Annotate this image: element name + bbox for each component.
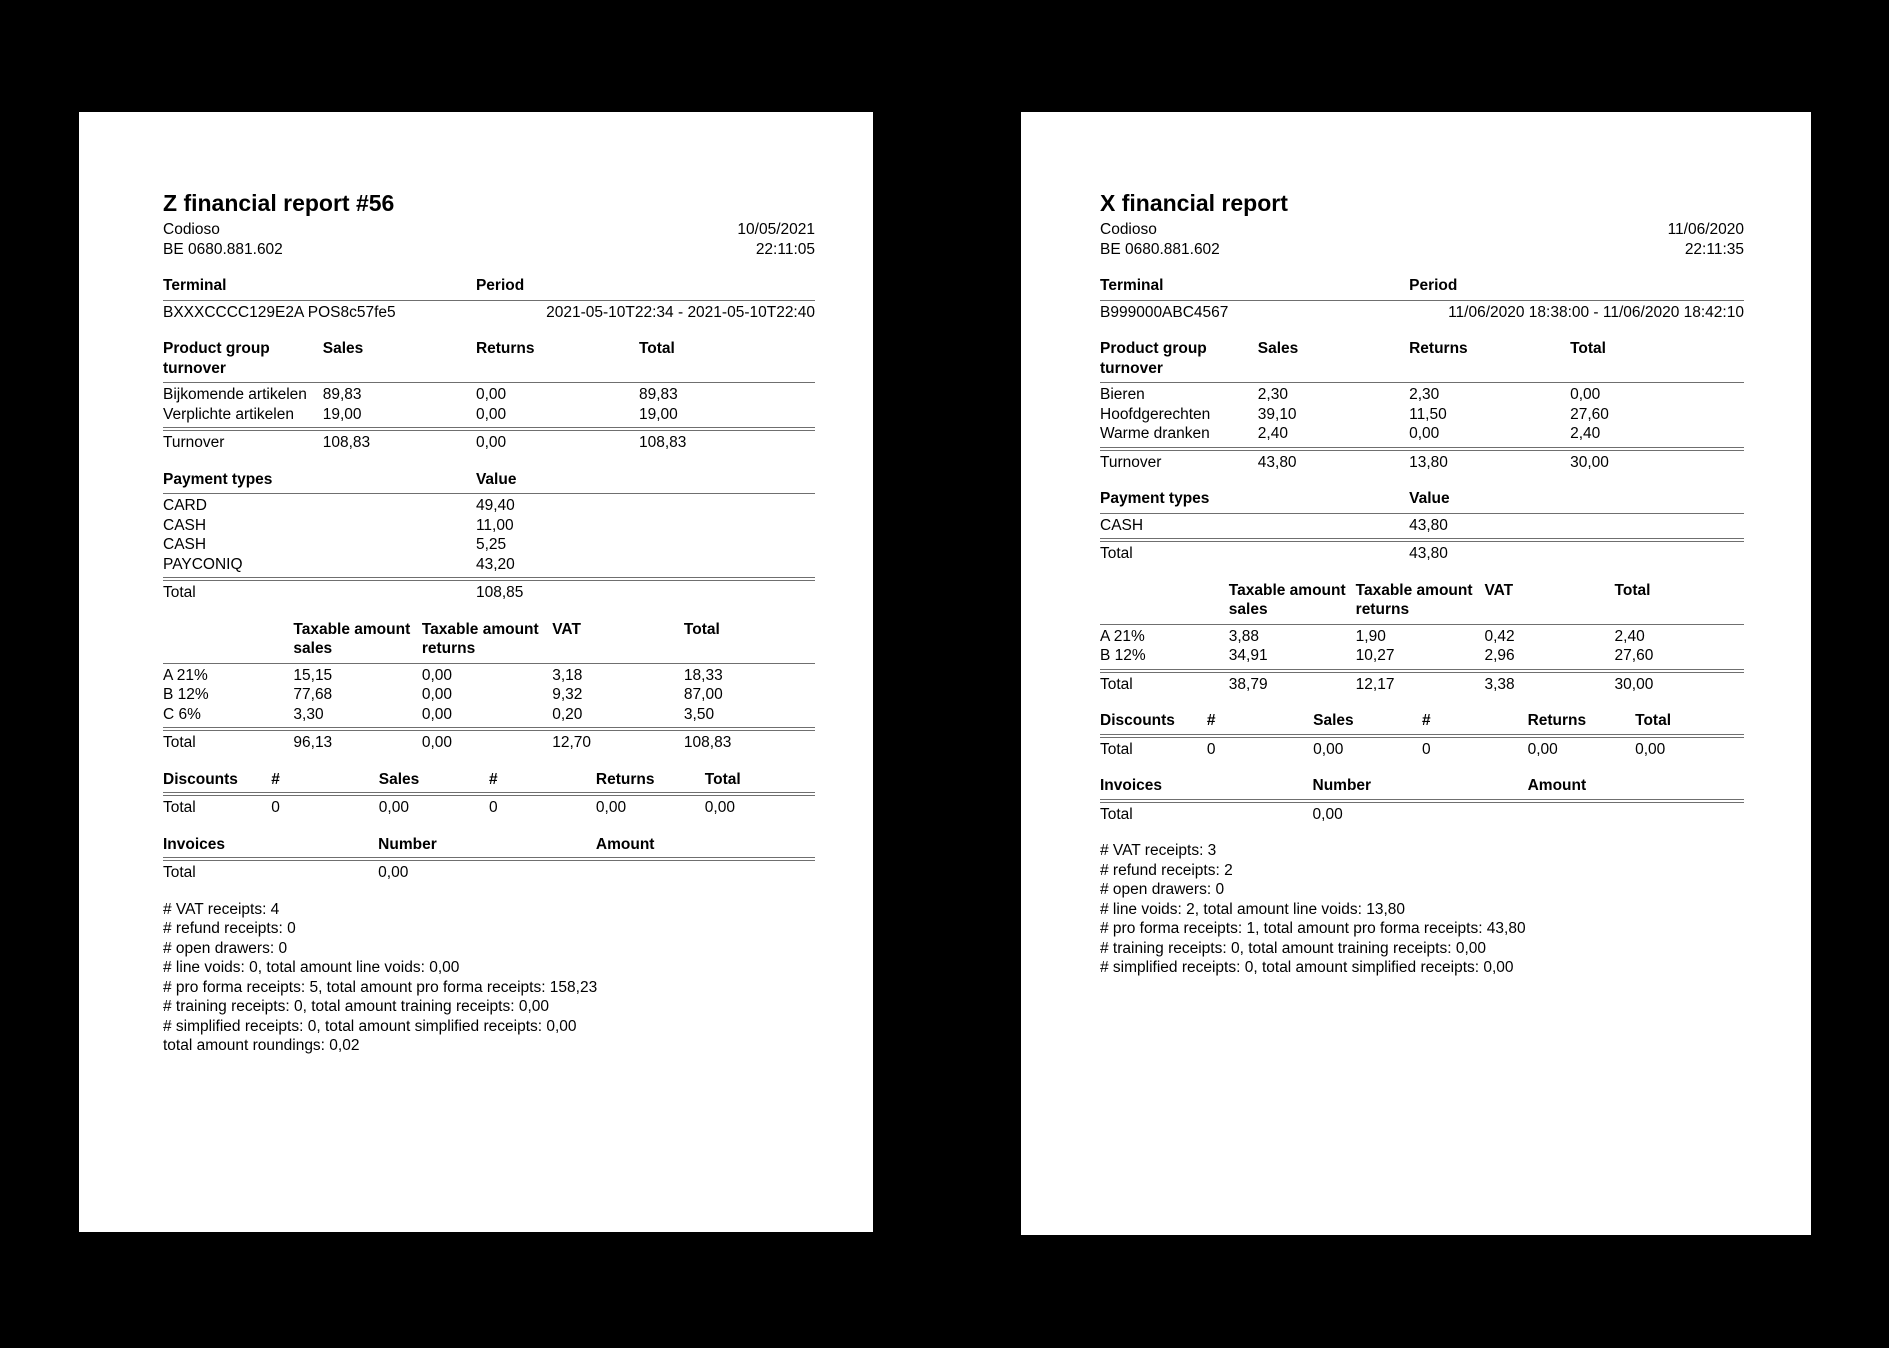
stat-line: # open drawers: 0 [163, 939, 288, 957]
header-cell: VAT [1484, 581, 1514, 599]
cell: 38,79 [1228, 675, 1268, 693]
product-group-section [163, 339, 815, 453]
header-cell: Discounts [1100, 712, 1175, 729]
header-cell: Taxable amount returns [1355, 581, 1473, 618]
header-cell: Total [1570, 340, 1606, 357]
header-cell: Sales [1313, 712, 1354, 729]
cell: Total [1100, 740, 1133, 758]
table-row [163, 405, 815, 425]
header-cell: Taxable amount returns [421, 620, 539, 657]
header-cell: Sales [322, 340, 364, 357]
discounts-section [163, 770, 815, 818]
header-cell: Returns [595, 770, 655, 788]
cell: 2,40 [1257, 425, 1288, 442]
report-page-x [1021, 112, 1811, 1235]
table-row [163, 303, 815, 323]
header-cell: Taxable amount sales [1228, 581, 1346, 618]
header-cell: Payment types [163, 470, 273, 488]
cell: 0,00 [1312, 805, 1343, 823]
invoices-section [163, 835, 815, 883]
divider [1100, 300, 1744, 301]
cell [596, 863, 815, 883]
cell: 3,88 [1228, 627, 1259, 645]
header-cell: Discounts [163, 770, 238, 788]
table-row [1100, 424, 1744, 444]
table-total-row [1100, 740, 1744, 760]
cell: 43,20 [475, 555, 515, 573]
table-header-row [163, 470, 815, 490]
cell: Total [1100, 545, 1133, 562]
table-header-row [163, 276, 815, 296]
table-header-row [1100, 489, 1744, 509]
header-cell: Returns [1409, 340, 1468, 357]
cell: 5,25 [475, 536, 507, 553]
table-header-row [163, 835, 815, 855]
header-cell: Total [638, 340, 675, 357]
period-header: Period [1409, 277, 1458, 294]
table-row [163, 516, 815, 536]
cell: 0 [271, 799, 280, 816]
discounts-section [1100, 711, 1744, 759]
cell: 27,60 [1570, 405, 1609, 423]
page-title: X financial report [1100, 190, 1288, 216]
header-cell: # [1421, 712, 1431, 729]
header-cell: Sales [1257, 340, 1299, 357]
cell: 39,10 [1257, 405, 1297, 423]
cell: 2,30 [1257, 386, 1288, 403]
header-cell [1100, 581, 1229, 620]
header-cell: Total [1614, 581, 1651, 599]
header-cell: Payment types [1100, 490, 1210, 507]
header-cell: Sales [378, 770, 420, 788]
cell: 108,83 [638, 434, 687, 451]
divider [163, 493, 815, 494]
receipt-stats [163, 900, 815, 1056]
table-total-row [1100, 675, 1744, 695]
period-header: Period [475, 277, 525, 294]
cell: Total [163, 864, 196, 881]
header-cell: Product group turnover [163, 340, 270, 377]
cell: 15,15 [293, 666, 333, 684]
cell: 30,00 [1614, 675, 1654, 693]
cell: 0,00 [378, 799, 409, 816]
stat-line: # line voids: 0, total amount line voids: 0,00 [163, 959, 460, 976]
stat-line: # VAT receipts: 3 [1100, 842, 1217, 859]
divider [1100, 382, 1744, 383]
divider [163, 427, 815, 431]
table-row [1100, 516, 1744, 536]
divider [163, 663, 815, 664]
divider [163, 382, 815, 383]
cell: 87,00 [683, 686, 723, 703]
header-cell: Value [1409, 490, 1450, 507]
stat-line: total amount roundings: 0,02 [163, 1037, 360, 1054]
cell: 30,00 [1570, 453, 1609, 471]
table-total-row [1100, 805, 1744, 825]
table-header-row [163, 770, 815, 790]
table-row [163, 555, 815, 575]
header-cell [163, 620, 293, 659]
report-time: 22:11:35 [1684, 240, 1744, 258]
cell: 0,00 [421, 705, 452, 723]
header-cell: Amount [1527, 777, 1587, 794]
cell: Turnover [1100, 453, 1162, 471]
table-total-row [163, 863, 815, 883]
stat-line: # refund receipts: 0 [163, 920, 296, 937]
cell: Bijkomende artikelen [163, 386, 307, 403]
cell: 2,96 [1484, 647, 1515, 664]
divider [1100, 513, 1744, 514]
header-cell: Taxable amount sales [293, 620, 411, 657]
cell: 77,68 [293, 686, 333, 703]
table-total-row [163, 583, 815, 603]
report-header [163, 190, 815, 259]
header-cell: Invoices [1100, 777, 1163, 794]
product-group-section [1100, 339, 1744, 472]
vat-number: BE 0680.881.602 [163, 240, 283, 258]
table-header-row [163, 339, 815, 378]
divider [163, 300, 815, 301]
divider [163, 577, 815, 581]
stat-line: # pro forma receipts: 5, total amount pro forma receipts: 158,23 [163, 978, 598, 996]
table-header-row [163, 620, 815, 659]
terminal-value: BXXXCCCC129E2A POS8c57fe5 [163, 303, 396, 321]
header-cell: Returns [475, 340, 535, 357]
table-row [163, 705, 815, 725]
report-date: 11/06/2020 [1667, 221, 1744, 238]
cell: 3,18 [552, 666, 583, 684]
cell: 43,80 [1409, 516, 1448, 534]
cell: 43,80 [1257, 453, 1297, 471]
table-total-row [163, 798, 815, 818]
cell: 0 [488, 799, 498, 816]
period-value: 2021-05-10T22:34 - 2021-05-10T22:40 [546, 303, 815, 321]
header-cell: Invoices [163, 835, 226, 853]
cell: 0,00 [1570, 386, 1601, 403]
cell: 49,40 [475, 497, 515, 514]
cell: CASH [1100, 516, 1144, 534]
page-title: Z financial report #56 [163, 190, 395, 216]
divider [1100, 799, 1744, 803]
cell: Total [163, 799, 196, 816]
stat-line: # simplified receipts: 0, total amount simplified receipts: 0,00 [1100, 959, 1514, 976]
cell: 2,30 [1409, 386, 1440, 403]
divider [1100, 447, 1744, 451]
table-row [1100, 627, 1744, 647]
cell: 43,80 [1409, 545, 1448, 562]
stat-line: # training receipts: 0, total amount training receipts: 0,00 [1100, 939, 1486, 957]
header-cell: # [488, 770, 498, 788]
cell: CARD [163, 497, 207, 514]
datetime-block [737, 220, 815, 259]
terminal-header: Terminal [163, 277, 227, 294]
table-header-row [1100, 711, 1744, 731]
header-cell: Total [1635, 712, 1671, 729]
cell: Verplichte artikelen [163, 405, 294, 423]
cell: Total [1100, 675, 1133, 693]
terminal-section [163, 276, 815, 322]
report-time: 22:11:05 [755, 240, 815, 258]
cell: 10,27 [1355, 647, 1395, 664]
table-total-row [163, 733, 815, 753]
table-total-row [1100, 453, 1744, 473]
table-row [1100, 646, 1744, 666]
stat-line: # refund receipts: 2 [1100, 861, 1233, 879]
cell: 0,00 [421, 686, 452, 703]
table-header-row [1100, 581, 1744, 620]
cell: A 21% [163, 666, 208, 684]
cell: 0,00 [1409, 425, 1440, 442]
payment-types-section [163, 470, 815, 603]
cell: 9,32 [552, 686, 583, 703]
cell: 34,91 [1228, 647, 1268, 664]
vat-section [1100, 581, 1744, 695]
cell: 0,00 [595, 799, 627, 816]
table-row [163, 496, 815, 516]
datetime-block [1668, 220, 1744, 259]
invoices-section [1100, 776, 1744, 824]
cell: 3,38 [1484, 675, 1515, 693]
payment-types-section [1100, 489, 1744, 564]
cell: PAYCONIQ [163, 555, 243, 573]
cell: 3,50 [683, 705, 715, 723]
company-block [163, 220, 283, 259]
cell: 0,00 [421, 734, 452, 751]
cell: 0,20 [552, 705, 583, 723]
cell: 89,83 [638, 386, 678, 403]
cell: 0,00 [1313, 740, 1344, 758]
cell: Total [1100, 805, 1133, 823]
divider [1100, 669, 1744, 673]
header-cell: # [271, 770, 280, 788]
table-row [163, 685, 815, 705]
table-row [1100, 303, 1744, 323]
cell: 0,00 [475, 405, 507, 423]
vat-section [163, 620, 815, 753]
stat-line: # open drawers: 0 [1100, 881, 1225, 898]
cell: 13,80 [1409, 453, 1448, 471]
header-cell: Number [1312, 777, 1372, 794]
cell: Bieren [1100, 386, 1145, 403]
period-value: 11/06/2020 18:38:00 - 11/06/2020 18:42:10 [1448, 303, 1744, 321]
cell: 27,60 [1614, 647, 1654, 664]
company-name: Codioso [163, 221, 220, 238]
cell: CASH [163, 516, 207, 534]
cell: 12,17 [1355, 675, 1395, 693]
table-header-row [1100, 339, 1744, 378]
header-cell: VAT [552, 620, 581, 638]
cell: 0,00 [378, 864, 409, 881]
vat-number: BE 0680.881.602 [1100, 240, 1220, 258]
cell: Total [163, 584, 196, 601]
terminal-header: Terminal [1100, 277, 1164, 294]
header-cell: Value [475, 470, 517, 488]
table-row [1100, 405, 1744, 425]
report-header [1100, 190, 1744, 259]
cell: 108,83 [683, 734, 732, 751]
table-row [163, 385, 815, 405]
cell: 0,00 [1635, 740, 1666, 758]
cell: B 12% [163, 686, 209, 703]
report-page-z [79, 112, 873, 1232]
cell: 19,00 [638, 405, 678, 423]
cell: 89,83 [322, 386, 362, 403]
divider [163, 792, 815, 796]
divider [1100, 734, 1744, 738]
divider [163, 727, 815, 731]
cell: 2,40 [1570, 425, 1601, 442]
cell: B 12% [1100, 647, 1146, 664]
terminal-section [1100, 276, 1744, 322]
header-cell: Product group turnover [1100, 340, 1207, 377]
divider [163, 857, 815, 861]
stat-line: # VAT receipts: 4 [163, 900, 280, 918]
cell: Warme dranken [1100, 425, 1210, 442]
cell: 108,85 [475, 584, 524, 601]
stat-line: # simplified receipts: 0, total amount simplified receipts: 0,00 [163, 1017, 577, 1035]
header-cell: Returns [1527, 712, 1587, 729]
cell: Total [163, 734, 196, 751]
cell: 96,13 [293, 734, 333, 751]
header-cell: Number [378, 835, 437, 853]
cell: 0,00 [475, 386, 507, 403]
cell: 12,70 [552, 734, 592, 751]
table-row [163, 535, 815, 555]
cell: 0,00 [475, 434, 507, 451]
divider [1100, 538, 1744, 542]
cell: 0,00 [704, 799, 735, 816]
report-date: 10/05/2021 [737, 221, 815, 238]
header-cell: Total [683, 620, 720, 638]
cell: 19,00 [322, 405, 362, 423]
cell: 0 [1206, 740, 1216, 758]
cell [1528, 805, 1744, 825]
cell: 1,90 [1355, 627, 1386, 645]
table-header-row [1100, 776, 1744, 796]
table-total-row [163, 433, 815, 453]
company-block [1100, 220, 1220, 259]
company-name: Codioso [1100, 221, 1157, 238]
cell: 18,33 [683, 666, 723, 684]
stat-line: # line voids: 2, total amount line voids: 13,80 [1100, 900, 1406, 918]
cell: A 21% [1100, 627, 1145, 645]
receipt-stats [1100, 841, 1744, 978]
cell: 11,50 [1409, 405, 1447, 423]
header-cell: # [1206, 712, 1216, 729]
table-row [1100, 385, 1744, 405]
cell: 0 [1421, 740, 1431, 758]
cell: CASH [163, 536, 207, 553]
cell: C 6% [163, 705, 201, 723]
stat-line: # training receipts: 0, total amount training receipts: 0,00 [163, 998, 549, 1015]
cell: Hoofdgerechten [1100, 405, 1211, 423]
table-header-row [1100, 276, 1744, 296]
header-cell: Amount [595, 835, 655, 853]
table-row [163, 666, 815, 686]
cell: Turnover [163, 434, 225, 451]
terminal-value: B999000ABC4567 [1100, 303, 1229, 321]
table-total-row [1100, 544, 1744, 564]
cell: 0,00 [421, 666, 452, 684]
cell: 11,00 [475, 516, 514, 534]
header-cell: Total [704, 770, 741, 788]
cell: 0,42 [1484, 627, 1515, 645]
cell: 2,40 [1614, 627, 1645, 645]
cell: 3,30 [293, 705, 324, 723]
divider [1100, 624, 1744, 625]
cell: 108,83 [322, 434, 371, 451]
cell: 0,00 [1527, 740, 1558, 758]
stat-line: # pro forma receipts: 1, total amount pro forma receipts: 43,80 [1100, 920, 1526, 937]
